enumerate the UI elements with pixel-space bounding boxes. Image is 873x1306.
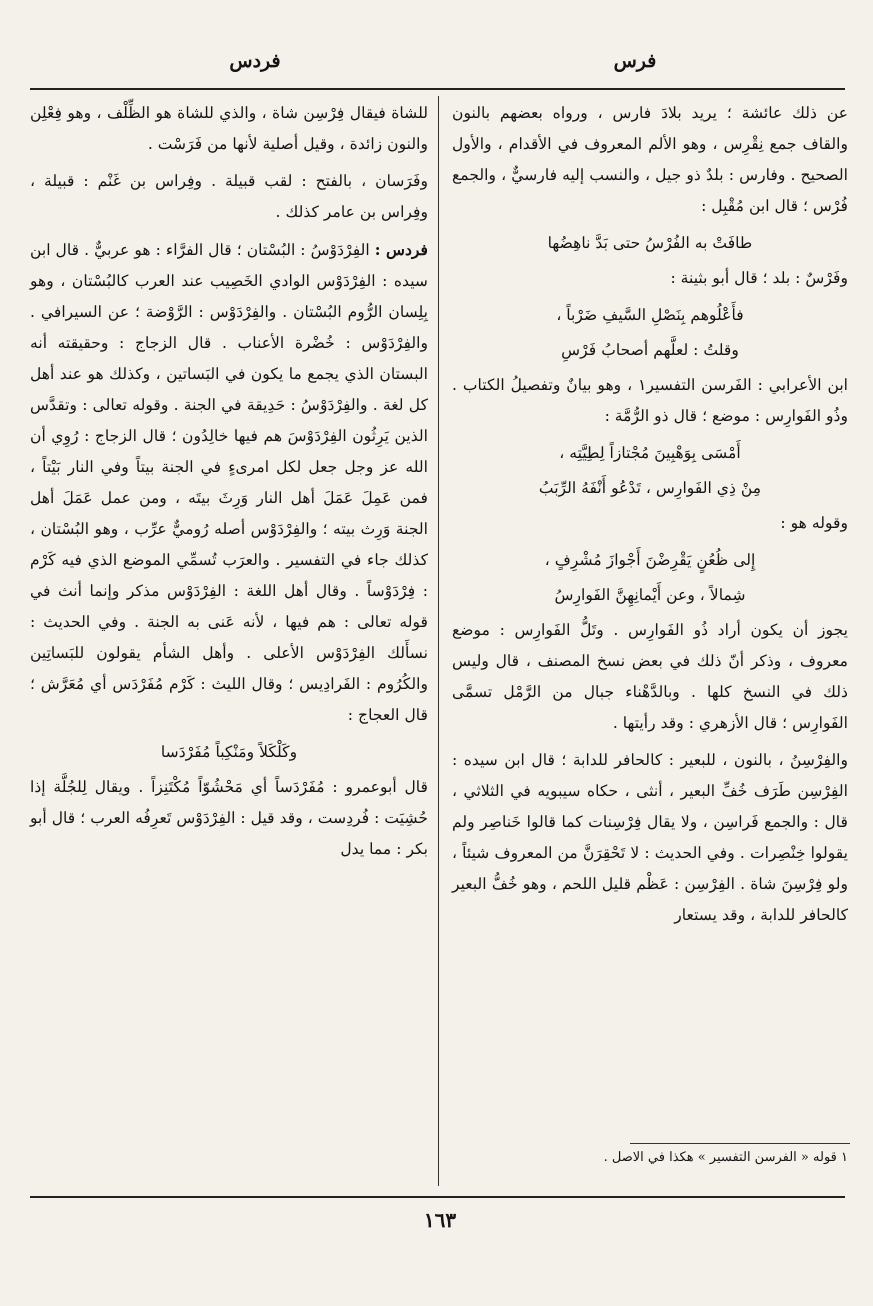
verse: وكَلْكَلاً ومَنْكِباً مُفَرْدَسا: [160, 743, 298, 761]
header-root-right: فرس: [613, 50, 657, 72]
bottom-rule: [30, 1196, 845, 1198]
verse: وقلتُ : لعلَّهم أصحابُ فَرْسِ: [561, 341, 739, 359]
entry-paragraph: [30, 234, 428, 731]
footnote: ١ قوله « الفرسن التفسير » هكذا في الاصل .: [603, 1150, 848, 1165]
verse: مِنْ ذِي الفَوارِس ، تَدْعُو أَنْفَهُ الرِّبَبُ: [538, 479, 762, 497]
right-column: [452, 98, 848, 937]
verse: شِمالاً ، وعن أَيْمانِهِنَّ الفَوارِسُ: [554, 586, 746, 604]
verse: أَمْسَى بِوَهْبِينَ مُجْتازاً لِطِيَّتِه ،: [559, 444, 741, 462]
page-number: ١٦٣: [423, 1208, 457, 1232]
paragraph: وفَرْسٌ : بلد ؛ قال أبو بثينة :: [670, 269, 848, 287]
paragraph: عن ذلك عائشة ؛ يريد بلادَ فارس ، ورواه بعضهم بالنون والقاف جمع نِقْرِس ، وهو الألم المعروف في الأقدام ، والأول الصحيح . وفارس : بلدٌ ذو جيل ، والنسب إليه فارسيٌّ ، والجمع فُرْس ؛ قال ابن مُقْبِل :: [452, 104, 848, 215]
left-column: [30, 98, 428, 871]
footnote-rule: [630, 1143, 850, 1144]
verse: فأَعْلُوهم بِنَصْلِ السَّيفِ ضَرْباً ،: [556, 306, 744, 324]
paragraph: قال أبوعمرو : مُفَرْدَساً أي مَحْشُوّاً مُكْتَنِزاً . ويقال لِلجُلَّة إذا حُشِيَت : فُردِست ، وقد قيل : الفِرْدَوْس تَعرِفُه العرب ؛ قال أبو بكر : مما يدل: [30, 778, 428, 858]
paragraph: ابن الأعرابي : الفَرسن التفسير١ ، وهو بيانٌ وتفصيلُ الكتاب . وذُو الفَوارِس : موضع ؛ قال ذو الرُّمَّة :: [452, 376, 848, 425]
top-rule: [30, 88, 845, 90]
verse: طافَتْ به الفُرْسُ حتى بَدَّ ناهِضُها: [547, 234, 753, 252]
paragraph: للشاة فيقال فِرْسِن شاة ، والذي للشاة هو الظِّلْف ، وهو فِعْلِن والنون زائدة ، وقيل أصلية لأنها من فَرَسْت .: [30, 104, 428, 153]
paragraph: وفَرَسان ، بالفتح : لقب قبيلة . وفِراس بن غَنْم : قبيلة ، وفِراس بن عامر كذلك .: [30, 172, 428, 221]
entry-headword: فردس :: [374, 240, 428, 259]
header-root-left: فردس: [229, 50, 281, 72]
paragraph: والفِرْسِنُ ، بالنون ، للبعير : كالحافر للدابة ؛ قال ابن سيده : الفِرْسِن طَرَف خُفِّ البعير ، أنثى ، حكاه سيبويه في الثلاثي ، قال : والجمع فَراسِن ، ولا يقال فِرْسِنات كما قالوا خَناصِر ولم يقولوا خِنْصِرات . وفي الحديث : لا تَحْقِرَنَّ من المعروف شيئاً ، ولو فِرْسِنَ شاة . الفِرْسِن : عَظْم قليل اللحم ، وهو خُفُّ البعير كالحافر للدابة ، وقد يستعار: [452, 751, 848, 924]
paragraph: يجوز أن يكون أراد ذُو الفَوارِس . وتَلُّ الفَوارِس : موضع معروف ، وذكر أنّ ذلك في بعض نسخ المصنف ، قال وليس ذلك في النسخ كلها . وبالدَّهْناء جبال من الرَّمْل تسمَّى الفَوارِس ؛ قال الأزهري : وقد رأيتها .: [452, 621, 848, 732]
column-divider: [438, 96, 439, 1186]
verse: إِلى ظُعُنٍ يَقْرِضْنَ أَجْوازَ مُشْرِفٍ ،: [544, 551, 756, 569]
paragraph: وقوله هو :: [780, 514, 848, 532]
entry-text: الفِرْدَوْسُ : البُسْتان ؛ قال الفرَّاء : هو عربيٌّ . قال ابن سيده : الفِرْدَوْس الوادي الخَصِيب عند العرب كالبُسْتان ، وهو بِلِسان الرُّوم البُسْتان . والفِرْدَوْس : الرَّوْضة ؛ عن السيرافي . والفِرْدَوْس : خُضْرة الأعناب . قال الزجاج : وحقيقته أنه البستان الذي يجمع ما يكون في البَساتين ، وكذلك هو عند أهل كل لغة . والفِرْدَوْسُ : حَدِيقة في الجنة . وقوله تعالى : وتقدَّس الذين يَرِثُون الفِرْدَوْسَ هم فيها خالِدُون ؛ قال الزجاج : رُوِي أن الله عز وجل جعل لكل امرىءٍ في الجنة بيتاً وفي النار بَيْتاً ، فمن عَمِلَ عَمَلَ أهل النار وَرِثَ بيتَه ، ومن عمل عَمَلَ أهل الجنة وَرِث بيته ؛ والفِرْدَوْس أصله رُوميٌّ عرِّب ، وهو البُسْتان ، كذلك جاء في التفسير . والعرَب تُسمِّي الموضع الذي فيه كَرْم : فِرْدَوْساً . وقال أهل اللغة : الفِرْدَوْس مذكر وإنما أنث في قوله تعالى : هم فيها ، لأنه عَنى به الجنة . وفي الحديث : نسأَلك الفِرْدَوْس الأعلى . وأهل الشأم يقولون للبَساتِين والكُرُوم : الفَرادِيس ؛ وقال الليث : كَرْم مُفَرْدَس أي مُعَرَّش ؛ قال العجاج :: [30, 241, 428, 724]
